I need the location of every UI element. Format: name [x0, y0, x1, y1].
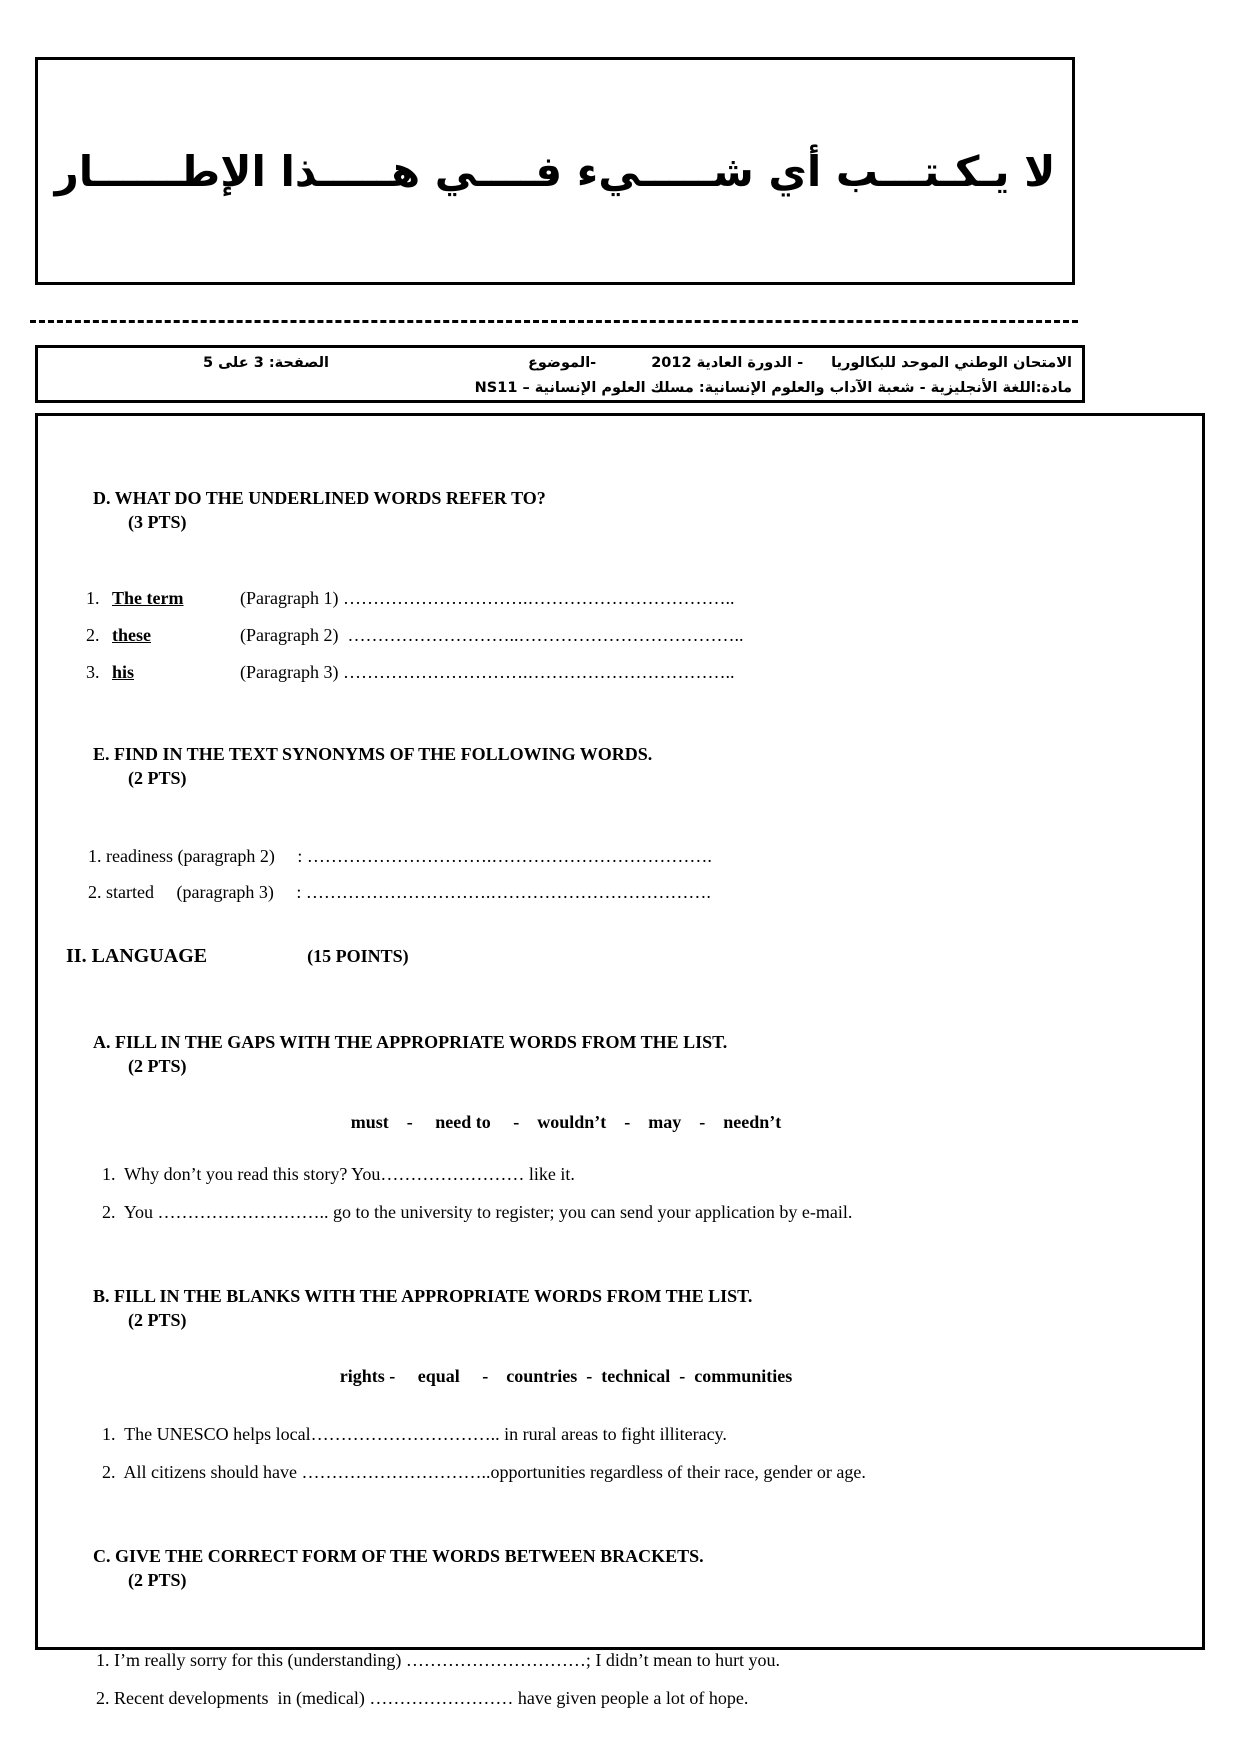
question-row	[86, 586, 1172, 610]
question-row	[86, 623, 1172, 647]
answer-blank: (Paragraph 2) ………………………..………………………………..	[240, 625, 744, 645]
section-a-header	[66, 1006, 1172, 1102]
section-d-header	[66, 462, 1172, 558]
section-e-header	[66, 718, 1172, 814]
section-d-items	[86, 586, 1172, 684]
section-b-word-list: rights - equal - countries - technical - communities	[339, 1366, 793, 1386]
question-row: 1. readiness (paragraph 2) : ………………………….……………………………….	[88, 846, 712, 866]
language-points: (15 POINTS)	[307, 946, 409, 966]
exam-subject-line: مادة:اللغة الأنجليزية - شعبة الآداب والعلوم الإنسانية: مسلك العلوم الإنسانية – NS11	[474, 380, 1072, 396]
question-number: 3.	[86, 662, 100, 682]
section-b-title: B. FILL IN THE BLANKS WITH THE APPROPRIATE WORDS FROM THE LIST.	[93, 1286, 753, 1306]
section-a-points: (2 PTS)	[128, 1056, 187, 1076]
no-write-text: لا يـكـتـــب أي شـــــيء فــــي هـــــذا الإطــــــار	[54, 146, 1056, 196]
section-e-points: (2 PTS)	[128, 768, 187, 788]
exam-doc-label: -الموضوع	[527, 355, 597, 371]
exam-header-line1	[48, 351, 1072, 376]
question-row: 1. The UNESCO helps local………………………….. in rural areas to fight illiteracy.	[102, 1424, 727, 1444]
questions-box	[35, 413, 1205, 1708]
question-row: 2. started (paragraph 3) : ………………………….……………………………….	[88, 882, 711, 902]
section-c-points: (2 PTS)	[128, 1570, 187, 1590]
question-number: 1.	[86, 588, 100, 608]
question-row: 2. All citizens should have …………………………..opportunities regardless of their race, gender or age.	[102, 1462, 866, 1482]
answer-blank: (Paragraph 1) ………………………….……………………………..	[240, 588, 735, 608]
underlined-word: these	[112, 625, 151, 645]
section-a-title: A. FILL IN THE GAPS WITH THE APPROPRIATE WORDS FROM THE LIST.	[93, 1032, 728, 1052]
underlined-word: his	[112, 662, 135, 682]
section-c-header	[66, 1520, 1172, 1616]
question-row: 1. I’m really sorry for this (understanding) …………………………; I didn’t mean to hurt you.	[96, 1650, 781, 1670]
exam-session: - الدورة العادية 2012	[651, 355, 804, 371]
section-d-points: (3 PTS)	[128, 512, 187, 532]
language-title: II. LANGUAGE	[66, 945, 208, 967]
section-e-items	[88, 844, 1172, 904]
question-number: 2.	[86, 625, 100, 645]
exam-title: الامتحان الوطني الموحد للبكالوريا	[831, 355, 1072, 371]
language-section-heading	[66, 944, 1172, 968]
section-c-title: C. GIVE THE CORRECT FORM OF THE WORDS BETWEEN BRACKETS.	[93, 1546, 704, 1566]
section-b-items	[102, 1422, 1172, 1484]
section-d-title: D. WHAT DO THE UNDERLINED WORDS REFER TO?	[93, 488, 546, 508]
no-write-frame	[35, 57, 1075, 285]
section-a-items	[102, 1162, 1172, 1224]
exam-header-box	[35, 345, 1085, 403]
section-b-header	[66, 1260, 1172, 1356]
question-row	[86, 660, 1172, 684]
dashed-separator	[30, 320, 1078, 323]
question-row: 1. Why don’t you read this story? You…………………… like it.	[102, 1164, 575, 1184]
section-a-word-list: must - need to - wouldn’t - may - needn’t	[350, 1112, 782, 1132]
section-c-items	[96, 1648, 1172, 1710]
section-e-title: E. FIND IN THE TEXT SYNONYMS OF THE FOLLOWING WORDS.	[93, 744, 653, 764]
question-row: 2. You ……………………….. go to the university to register; you can send your application by e-mail.	[102, 1202, 853, 1222]
question-row: 2. Recent developments in (medical) …………………… have given people a lot of hope.	[96, 1688, 749, 1708]
page-indicator: الصفحة: 3 على 5	[203, 355, 330, 371]
section-b-points: (2 PTS)	[128, 1310, 187, 1330]
answer-blank: (Paragraph 3) ………………………….……………………………..	[240, 662, 735, 682]
underlined-word: The term	[112, 588, 184, 608]
